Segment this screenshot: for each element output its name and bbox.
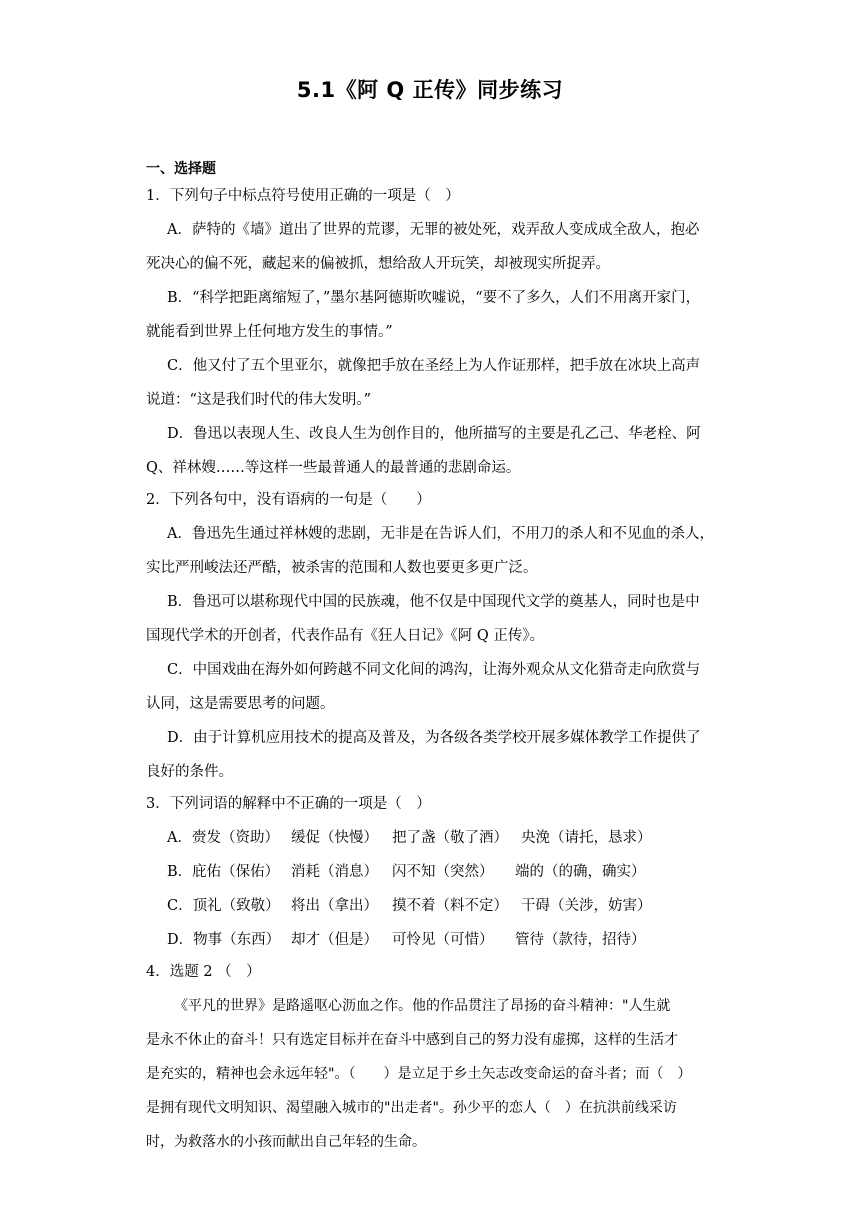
term: 摸不着（料不定） xyxy=(392,898,508,914)
page-title: 5.1《阿 Q 正传》同步练习 xyxy=(296,78,564,102)
question-2-option-d: D．由于计算机应用技术的提高及普及，为各级各类学校开展多媒体教学工作提供了 xyxy=(167,730,701,746)
question-3-stem: 3．下列词语的解释中不正确的一项是（ ） xyxy=(146,796,431,812)
term: D．物事（东西） xyxy=(167,932,281,948)
question-2-option-b-cont: 国现代学术的开创者，代表作品有《狂人日记》《阿 Q 正传》。 xyxy=(146,628,545,644)
question-2-option-a: A．鲁迅先生通过祥林嫂的悲剧，无非是在告诉人们，不用刀的杀人和不见血的杀人， xyxy=(167,526,714,542)
term: 将出（拿出） xyxy=(291,898,378,914)
question-2-option-d-cont: 良好的条件。 xyxy=(146,764,233,780)
term: 管待（款待，招待） xyxy=(515,932,646,948)
passage-line: 是充实的，精神也会永远年轻"。（ ）是立足于乡土矢志改变命运的奋斗者；而（ ） xyxy=(146,1066,692,1082)
question-4-stem: 4．选题 2 （ ） xyxy=(146,964,261,980)
question-2-stem: 2．下列各句中，没有语病的一句是（ ） xyxy=(146,492,431,508)
passage-line: 是拥有现代文明知识、渴望融入城市的"出走者"。孙少平的恋人（ ）在抗洪前线采访 xyxy=(146,1100,677,1116)
term: 干碍（关涉，妨害） xyxy=(521,898,652,914)
passage-line: 《平凡的世界》是路遥呕心沥血之作。他的作品贯注了昂扬的奋斗精神："人生就 xyxy=(174,998,671,1014)
term: 央浼（请托，恳求） xyxy=(521,830,652,846)
term: 却才（但是） xyxy=(291,932,378,948)
term: 闪不知（突然） xyxy=(392,864,494,880)
question-2-option-b: B．鲁迅可以堪称现代中国的民族魂，他不仅是中国现代文学的奠基人，同时也是中 xyxy=(167,594,700,610)
question-2-option-a-cont: 实比严刑峻法还严酷，被杀害的范围和人数也要更多更广泛。 xyxy=(146,560,538,576)
question-1-stem: 1．下列句子中标点符号使用正确的一项是（ ） xyxy=(146,188,460,204)
question-1-option-c: C．他又付了五个里亚尔，就像把手放在圣经上为人作证那样，把手放在冰块上高声 xyxy=(167,358,701,374)
term: C．顶礼（致敬） xyxy=(167,898,280,914)
question-1-option-a-cont: 死决心的偏不死，藏起来的偏被抓，想给敌人开玩笑，却被现实所捉弄。 xyxy=(146,256,610,272)
term: 把了盏（敬了酒） xyxy=(392,830,508,846)
term: 消耗（消息） xyxy=(291,864,378,880)
term: 可怜见（可惜） xyxy=(392,932,494,948)
term: 缓促（快慢） xyxy=(291,830,378,846)
question-1-option-a: A．萨特的《墙》道出了世界的荒谬，无罪的被处死，戏弄敌人变成成全敌人，抱必 xyxy=(167,222,700,238)
term: B．庇佑（保佑） xyxy=(167,864,280,880)
section-heading: 一、选择题 xyxy=(146,161,216,177)
term: A．赍发（资助） xyxy=(167,830,279,846)
term: 端的（的确，确实） xyxy=(515,864,646,880)
question-1-option-c-cont: 说道：“这是我们时代的伟大发明。” xyxy=(146,392,372,408)
question-1-option-b: B．“科学把距离缩短了，”墨尔基阿德斯吹嘘说，“要不了多久，人们不用离开家门， xyxy=(167,290,701,306)
question-2-option-c-cont: 认同，这是需要思考的问题。 xyxy=(146,696,335,712)
question-1-option-d-cont: Q、祥林嫂……等这样一些最普通人的最普通的悲剧命运。 xyxy=(146,460,521,476)
question-1-option-b-cont: 就能看到世界上任何地方发生的事情。” xyxy=(146,324,393,340)
question-1-option-d: D．鲁迅以表现人生、改良人生为创作目的，他所描写的主要是孔乙己、华老栓、阿 xyxy=(167,426,701,442)
question-2-option-c: C．中国戏曲在海外如何跨越不同文化间的鸿沟，让海外观众从文化猎奇走向欣赏与 xyxy=(167,662,701,678)
passage-line: 时，为救落水的小孩而献出自己年轻的生命。 xyxy=(146,1134,426,1150)
passage-line: 是永不休止的奋斗！只有选定目标并在奋斗中感到自己的努力没有虚掷，这样的生活才 xyxy=(146,1032,678,1048)
